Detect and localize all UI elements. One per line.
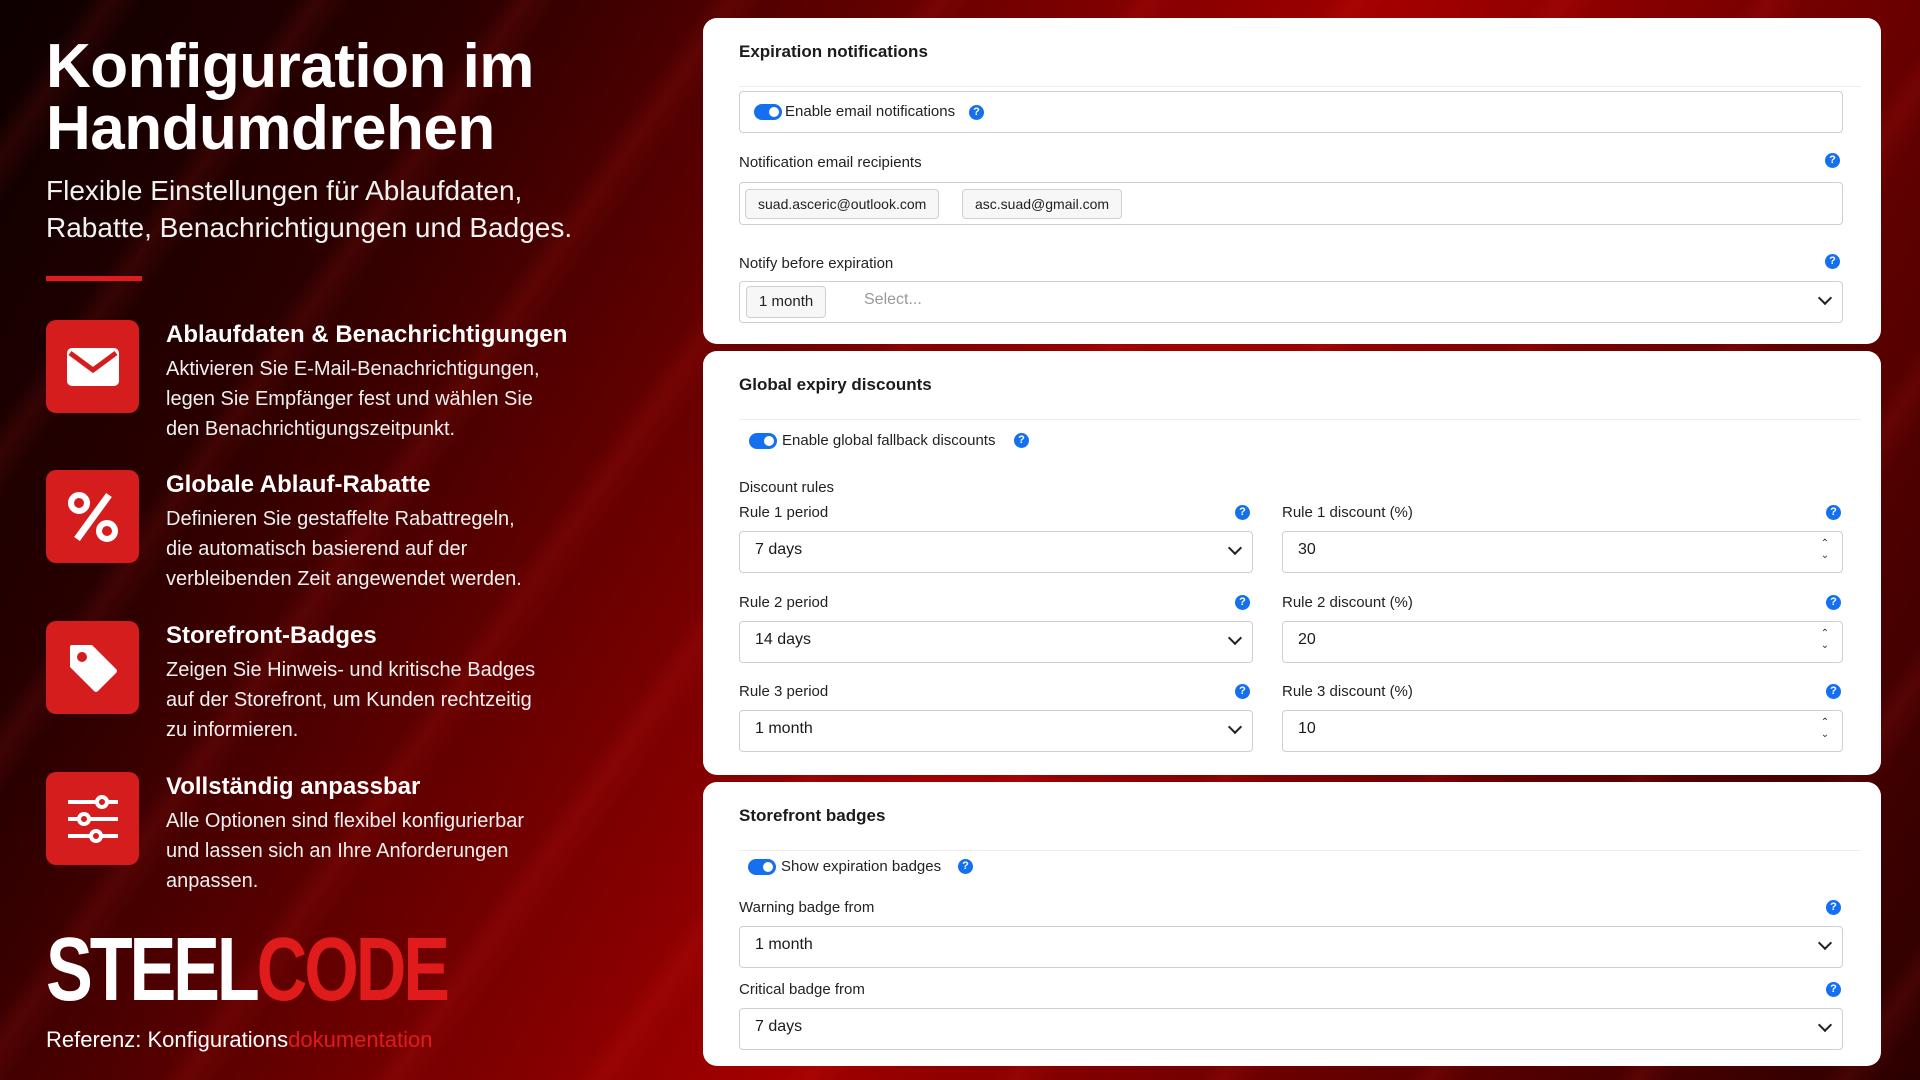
title-line-2: Handumdrehen bbox=[46, 94, 495, 163]
stepper-arrows-icon[interactable]: ⌃ ⌄ bbox=[1820, 717, 1830, 740]
critical-badge-label: Critical badge from bbox=[739, 981, 865, 998]
email-notifications-row bbox=[739, 91, 1843, 133]
select-value: 1 month bbox=[755, 720, 813, 737]
toggle-label: Enable email notifications bbox=[785, 103, 956, 120]
input-value: 30 bbox=[1298, 541, 1316, 558]
email-notifications-toggle[interactable] bbox=[754, 104, 782, 120]
help-icon[interactable]: ? bbox=[1826, 900, 1841, 915]
logo-white-part: STEEL bbox=[46, 920, 257, 1020]
help-icon[interactable]: ? bbox=[1235, 595, 1250, 610]
feature-title: Ablaufdaten & Benachrichtigungen bbox=[166, 321, 568, 348]
feature-line: Zeigen Sie Hinweis- und kritische Badges bbox=[166, 659, 536, 681]
card-header bbox=[739, 18, 1861, 87]
toggle-label: Show expiration badges bbox=[781, 858, 942, 875]
feature-description bbox=[166, 504, 586, 594]
notify-before-label: Notify before expiration bbox=[739, 255, 894, 272]
help-icon[interactable]: ? bbox=[969, 105, 984, 120]
warning-badge-select[interactable] bbox=[739, 926, 1843, 968]
help-icon[interactable]: ? bbox=[1826, 684, 1841, 699]
chevron-down-icon[interactable] bbox=[1228, 720, 1242, 734]
input-value: 20 bbox=[1298, 631, 1316, 648]
rule-2-period-select[interactable] bbox=[739, 621, 1253, 663]
chevron-down-icon[interactable] bbox=[1818, 1018, 1832, 1032]
global-discounts-toggle[interactable] bbox=[749, 433, 777, 449]
documentation-link[interactable]: dokumentation bbox=[288, 1027, 433, 1052]
chevron-down-icon[interactable] bbox=[1818, 936, 1832, 950]
feature-line: anpassen. bbox=[166, 870, 259, 892]
rule-1-discount-input[interactable] bbox=[1282, 531, 1843, 573]
feature-line: verbleibenden Zeit angewendet werden. bbox=[166, 568, 522, 590]
feature-line: auf der Storefront, um Kunden rechtzeitig bbox=[166, 689, 532, 711]
feature-line: Definieren Sie gestaffelte Rabattregeln, bbox=[166, 508, 515, 530]
envelope-icon bbox=[46, 320, 139, 413]
recipient-chip[interactable]: suad.asceric@outlook.com bbox=[745, 189, 939, 219]
feature-title: Storefront-Badges bbox=[166, 622, 377, 649]
feature-line: den Benachrichtigungszeitpunkt. bbox=[166, 418, 456, 440]
feature-title: Globale Ablauf-Rabatte bbox=[166, 471, 431, 498]
help-icon[interactable]: ? bbox=[1825, 254, 1840, 269]
accent-divider bbox=[46, 276, 142, 281]
card-title: Expiration notifications bbox=[739, 42, 928, 61]
reference-line bbox=[46, 1027, 432, 1053]
rule-3-period-select[interactable] bbox=[739, 710, 1253, 752]
page-subtitle bbox=[46, 172, 606, 246]
help-icon[interactable]: ? bbox=[1826, 505, 1841, 520]
critical-badge-select[interactable] bbox=[739, 1008, 1843, 1050]
chevron-down-icon[interactable] bbox=[1818, 291, 1832, 305]
select-value: 7 days bbox=[755, 1018, 803, 1035]
rule-period-label: Rule 1 period bbox=[739, 504, 829, 521]
feature-title: Vollständig anpassbar bbox=[166, 773, 421, 800]
stepper-arrows-icon[interactable]: ⌃ ⌄ bbox=[1820, 628, 1830, 651]
feature-badges bbox=[46, 621, 606, 741]
feature-description bbox=[166, 806, 586, 896]
expiration-badges-toggle[interactable] bbox=[748, 859, 776, 875]
subtitle-line-1: Flexible Einstellungen für Ablaufdaten, bbox=[46, 175, 523, 206]
rule-discount-label: Rule 1 discount (%) bbox=[1282, 504, 1413, 521]
rule-2-discount-input[interactable] bbox=[1282, 621, 1843, 663]
feature-discounts bbox=[46, 470, 606, 590]
sliders-icon bbox=[46, 772, 139, 865]
reference-prefix: Referenz: Konfigurations bbox=[46, 1027, 289, 1052]
card-title: Global expiry discounts bbox=[739, 375, 932, 394]
storefront-badges-card bbox=[703, 782, 1881, 1066]
logo-red-part: CODE bbox=[256, 920, 447, 1020]
notify-before-select[interactable] bbox=[739, 281, 1843, 323]
card-header bbox=[739, 351, 1861, 420]
feature-line: die automatisch basierend auf der bbox=[166, 538, 468, 560]
expiration-notifications-card bbox=[703, 18, 1881, 344]
tag-icon bbox=[46, 621, 139, 714]
feature-line: Alle Optionen sind flexibel konfigurierbar bbox=[166, 810, 524, 832]
card-header bbox=[739, 782, 1861, 851]
rule-1-period-select[interactable] bbox=[739, 531, 1253, 573]
feature-customizable bbox=[46, 772, 606, 892]
selected-period-chip[interactable]: 1 month bbox=[746, 286, 826, 318]
help-icon[interactable]: ? bbox=[1235, 684, 1250, 699]
recipients-label: Notification email recipients bbox=[739, 154, 922, 171]
help-icon[interactable]: ? bbox=[1825, 153, 1840, 168]
chevron-down-icon[interactable] bbox=[1228, 631, 1242, 645]
select-placeholder: Select... bbox=[864, 291, 922, 308]
rule-period-label: Rule 2 period bbox=[739, 594, 829, 611]
card-title: Storefront badges bbox=[739, 806, 886, 825]
help-icon[interactable]: ? bbox=[958, 859, 973, 874]
input-value: 10 bbox=[1298, 720, 1316, 737]
rule-discount-label: Rule 2 discount (%) bbox=[1282, 594, 1413, 611]
global-discounts-card bbox=[703, 351, 1881, 775]
select-value: 1 month bbox=[755, 936, 813, 953]
feature-description bbox=[166, 354, 586, 444]
feature-line: zu informieren. bbox=[166, 719, 299, 741]
rule-3-discount-input[interactable] bbox=[1282, 710, 1843, 752]
left-panel bbox=[46, 32, 606, 281]
feature-line: legen Sie Empfänger fest und wählen Sie bbox=[166, 388, 533, 410]
help-icon[interactable]: ? bbox=[1014, 433, 1029, 448]
select-value: 14 days bbox=[755, 631, 812, 648]
percent-icon bbox=[46, 470, 139, 563]
subtitle-line-2: Rabatte, Benachrichtigungen und Badges. bbox=[46, 212, 573, 243]
feature-notifications bbox=[46, 320, 606, 440]
rule-discount-label: Rule 3 discount (%) bbox=[1282, 683, 1413, 700]
warning-badge-label: Warning badge from bbox=[739, 899, 875, 916]
help-icon[interactable]: ? bbox=[1235, 505, 1250, 520]
recipient-chip[interactable]: asc.suad@gmail.com bbox=[962, 189, 1122, 219]
feature-line: Aktivieren Sie E-Mail-Benachrichtigungen, bbox=[166, 358, 540, 380]
help-icon[interactable]: ? bbox=[1826, 595, 1841, 610]
feature-line: und lassen sich an Ihre Anforderungen bbox=[166, 840, 509, 862]
steelcode-logo bbox=[46, 920, 447, 1020]
select-value: 7 days bbox=[755, 541, 803, 558]
recipients-input[interactable] bbox=[739, 182, 1843, 225]
page-title bbox=[46, 32, 606, 163]
toggle-label: Enable global fallback discounts bbox=[782, 432, 996, 449]
help-icon[interactable]: ? bbox=[1826, 982, 1841, 997]
stepper-arrows-icon[interactable]: ⌃ ⌄ bbox=[1820, 538, 1830, 561]
discount-rules-label: Discount rules bbox=[739, 479, 835, 496]
chevron-down-icon[interactable] bbox=[1228, 541, 1242, 555]
title-line-1: Konfiguration im bbox=[46, 32, 534, 101]
rule-period-label: Rule 3 period bbox=[739, 683, 829, 700]
feature-description bbox=[166, 655, 586, 745]
